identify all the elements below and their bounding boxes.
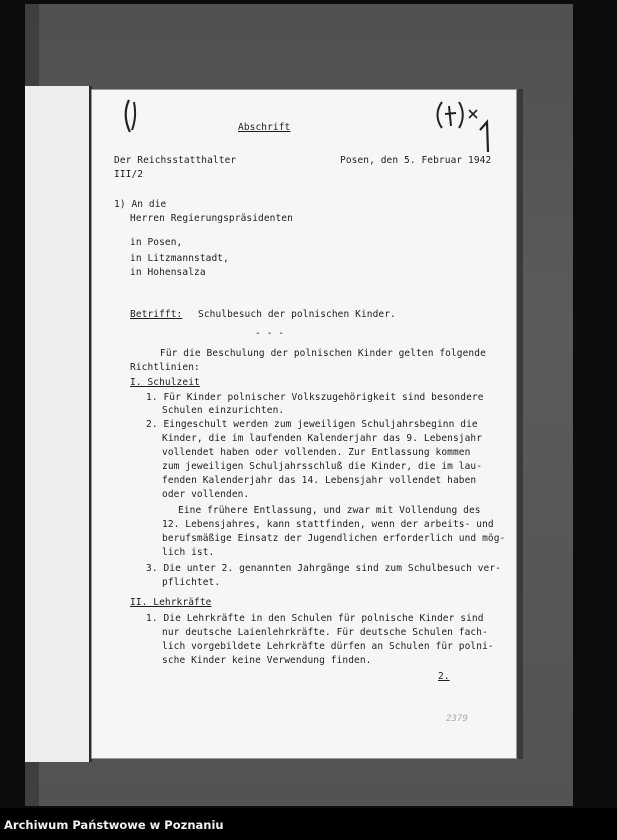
place-line-1: in Posen, (130, 237, 183, 248)
s1-item-2-line-8: 12. Lebensjahres, kann stattfinden, wenn der arbeits- und (162, 519, 494, 530)
section-1-title: I. Schulzeit (130, 377, 200, 388)
place-line-3: in Hohensalza (130, 267, 206, 278)
archive-name: Archiwum Państwowe w Poznaniu (4, 818, 224, 832)
s1-item-2-line-10: lich ist. (162, 547, 215, 558)
s1-item-2-line-9: berufsmäßige Einsatz der Jugendlichen erforderlich und mög- (162, 533, 506, 544)
s1-item-3-line-1: 3. Die unter 2. genannten Jahrgänge sind zum Schulbesuch ver- (146, 563, 501, 574)
next-page-marker: 2. (438, 671, 450, 682)
s2-item-1-line-4: sche Kinder keine Verwendung finden. (162, 655, 372, 666)
subject-label: Betrifft: (130, 309, 183, 320)
s1-item-2-line-6: oder vollenden. (162, 489, 250, 500)
s1-item-2-line-4: zum jeweiligen Schuljahrsschluß die Kinder, die im lau- (162, 461, 483, 472)
backing-sheet (25, 86, 92, 762)
sender-line: Der Reichsstatthalter (114, 155, 237, 166)
handwritten-mark-icon (120, 96, 142, 140)
s1-item-2-line-7: Eine frühere Entlassung, und zwar mit Vollendung des (178, 505, 481, 516)
s2-item-1-line-2: nur deutsche Laienlehrkräfte. Für deutsche Schulen fach- (162, 627, 488, 638)
s1-item-3-line-2: pflichtet. (162, 577, 221, 588)
archive-stamp: 2379 (446, 714, 469, 724)
section-2-title: II. Lehrkräfte (130, 597, 212, 608)
place-line-2: in Litzmannstadt, (130, 253, 229, 264)
s1-item-2-line-1: 2. Eingeschult werden zum jeweiligen Schuljahrsbeginn die (146, 419, 478, 430)
separator: - - - (255, 328, 285, 339)
s1-item-2-line-3: vollendet haben oder vollenden. Zur Entlassung kommen (162, 447, 471, 458)
place-date: Posen, den 5. Februar 1942 (340, 155, 492, 166)
subject-text: Schulbesuch der polnischen Kinder. (198, 309, 396, 320)
s1-item-2-line-2: Kinder, die im laufenden Kalenderjahr das 9. Lebensjahr (162, 433, 483, 444)
s2-item-1-line-1: 1. Die Lehrkräfte in den Schulen für polnische Kinder sind (146, 613, 484, 624)
handwritten-number-icon (432, 96, 494, 154)
s2-item-1-line-3: lich vorgebildete Lehrkräfte dürfen an Schulen für polni- (162, 641, 494, 652)
document-heading: Abschrift (238, 122, 291, 133)
page-shadow (517, 89, 523, 759)
recipient-line-1: 1) An die (114, 199, 167, 210)
intro-line-2: Richtlinien: (130, 362, 200, 373)
s1-item-1-line-2: Schulen einzurichten. (162, 405, 285, 416)
s1-item-1-line-1: 1. Für Kinder polnischer Volkszugehörigkeit sind besondere (146, 392, 484, 403)
intro-line-1: Für die Beschulung der polnischen Kinder gelten folgende (160, 348, 486, 359)
s1-item-2-line-5: fenden Kalenderjahr das 14. Lebensjahr vollendet haben (162, 475, 477, 486)
sender-dept: III/2 (114, 169, 144, 180)
recipient-line-2: Herren Regierungspräsidenten (130, 213, 293, 224)
